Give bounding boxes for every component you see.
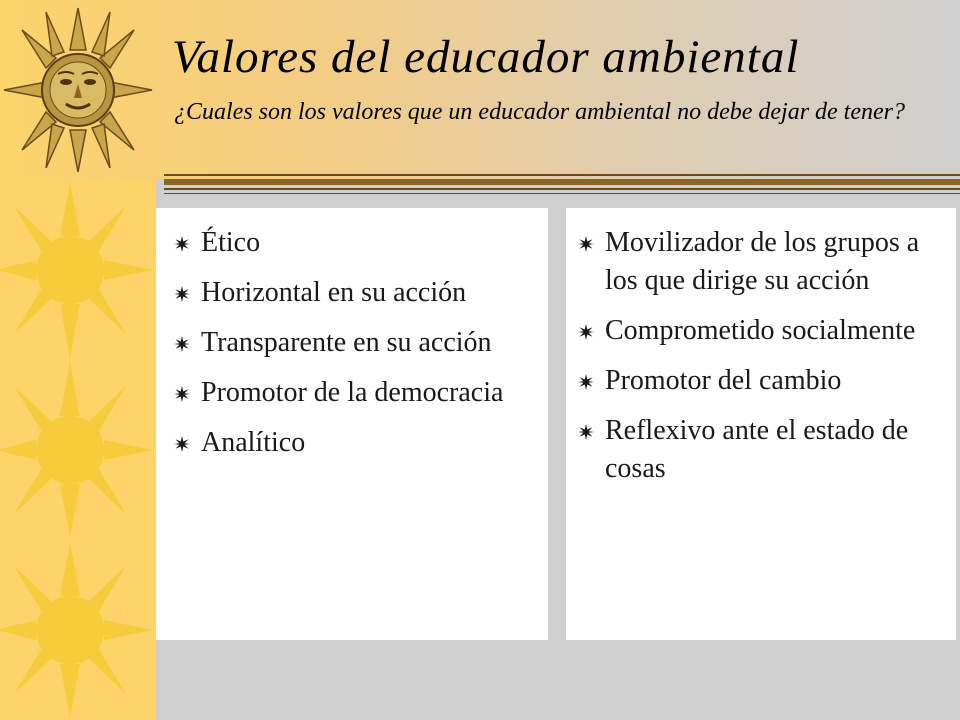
- star-burst-icon: [578, 424, 594, 440]
- sun-decoration-icon: [0, 540, 156, 720]
- list-item: [174, 424, 536, 462]
- star-burst-icon: [578, 374, 594, 390]
- list-item: [578, 224, 944, 300]
- star-burst-icon: [174, 336, 190, 352]
- list-item-text: Comprometido socialmente: [605, 315, 916, 346]
- list-item: [174, 224, 536, 262]
- sun-decoration-icon: [0, 360, 156, 540]
- star-burst-icon: [174, 236, 190, 252]
- star-burst-icon: [174, 386, 190, 402]
- sun-decoration-icon: [0, 180, 156, 360]
- list-item: [578, 312, 944, 350]
- list-item-text: Ético: [201, 227, 261, 258]
- list-item: [174, 374, 536, 412]
- list-item-text: Horizontal en su acción: [201, 277, 467, 308]
- list-item-text: Reflexivo ante el estado de cosas: [605, 415, 909, 484]
- list-item-text: Movilizador de los grupos a los que dirige su acción: [605, 227, 920, 296]
- left-column-box: [156, 208, 548, 640]
- title-divider: [164, 172, 960, 196]
- list-item: [174, 274, 536, 312]
- star-burst-icon: [174, 286, 190, 302]
- sun-face-icon: [0, 0, 156, 180]
- left-value-list: [174, 224, 536, 462]
- list-item-text: Promotor de la democracia: [201, 377, 504, 408]
- star-burst-icon: [578, 236, 594, 252]
- slide-subtitle: ¿Cuales son los valores que un educador ambiental no debe dejar de tener?: [174, 99, 905, 125]
- slide-title: Valores del educador ambiental: [172, 31, 800, 83]
- star-burst-icon: [174, 436, 190, 452]
- right-value-list: [578, 224, 944, 488]
- list-item-text: Promotor del cambio: [605, 365, 842, 396]
- right-column-box: [566, 208, 956, 640]
- list-item: [578, 362, 944, 400]
- list-item: [578, 412, 944, 488]
- star-burst-icon: [578, 324, 594, 340]
- list-item-text: Transparente en su acción: [201, 327, 492, 358]
- list-item: [174, 324, 536, 362]
- list-item-text: Analítico: [201, 427, 306, 458]
